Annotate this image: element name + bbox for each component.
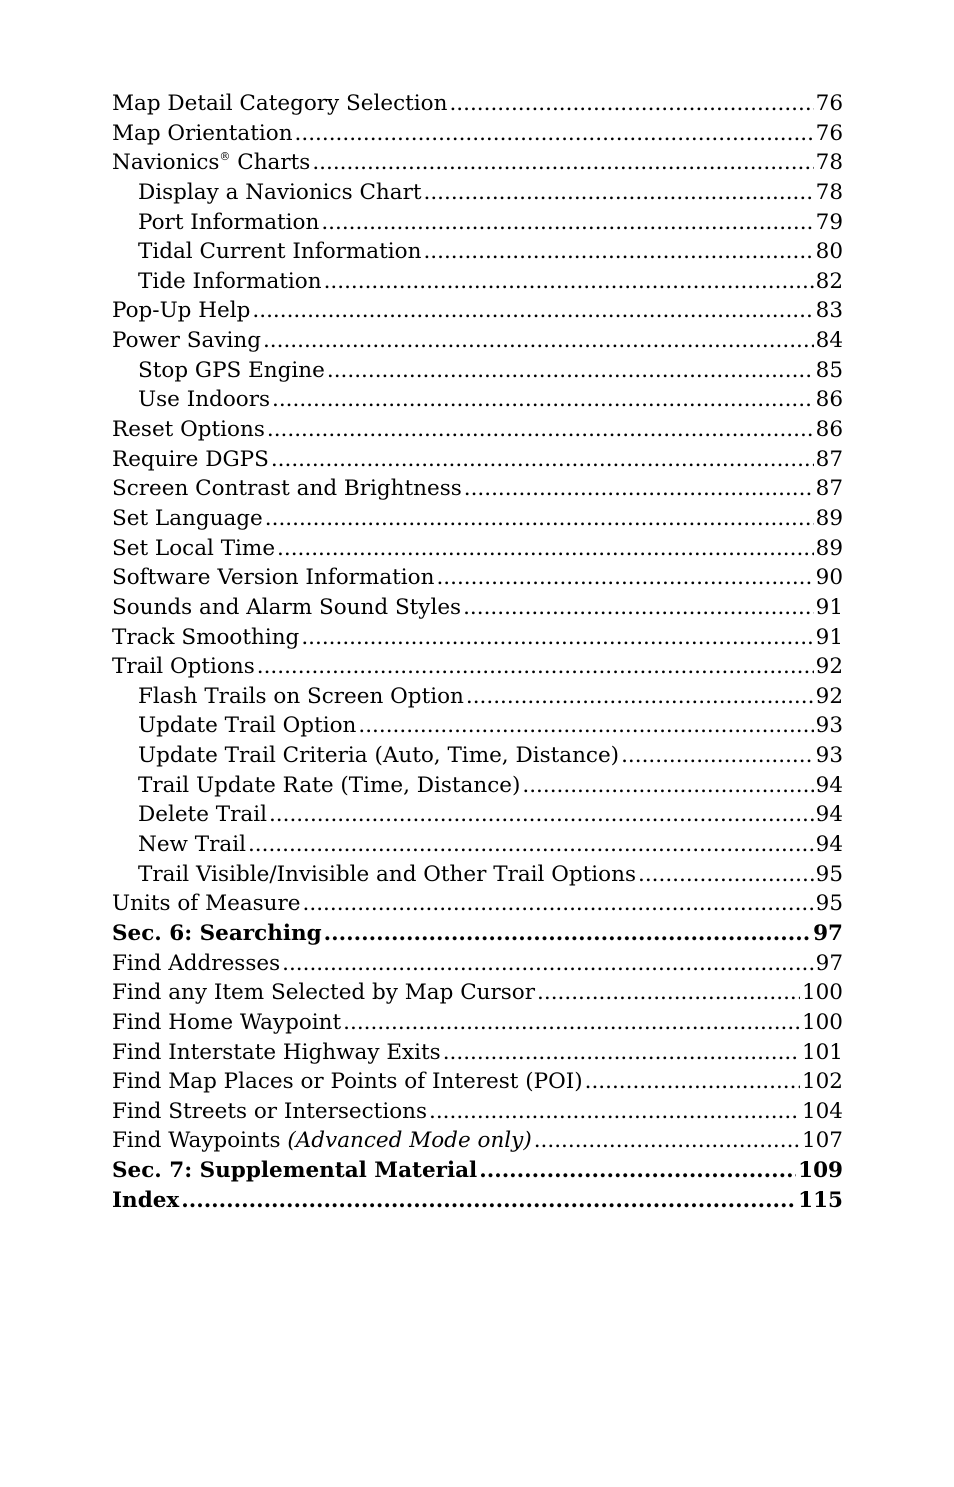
toc-entry[interactable] (112, 1097, 843, 1127)
toc-entry[interactable] (112, 949, 843, 979)
toc-entry-label: Port Information (138, 209, 320, 235)
toc-entry-page-number: 97 (815, 950, 843, 976)
toc-entry[interactable] (112, 356, 843, 386)
dot-leader (263, 326, 814, 356)
toc-entry[interactable] (112, 445, 843, 475)
toc-entry-label: Tide Information (138, 268, 322, 294)
toc-entry-page-number: 80 (815, 239, 843, 265)
toc-entry-page-number: 91 (815, 624, 843, 650)
dot-leader (343, 1008, 800, 1038)
toc-entry[interactable] (112, 1156, 843, 1186)
toc-entry-label: Find Streets or Intersections (112, 1098, 428, 1124)
toc-entry-page-number: 109 (798, 1158, 843, 1184)
toc-entry-label: Tidal Current Information (138, 239, 422, 265)
toc-entry-page-number: 115 (798, 1187, 843, 1213)
dot-leader (324, 919, 811, 949)
toc-entry-page-number: 94 (815, 832, 843, 858)
dot-leader (423, 237, 813, 267)
toc-entry[interactable] (112, 415, 843, 445)
dot-leader (312, 148, 813, 178)
toc-entry[interactable] (112, 711, 843, 741)
toc-entry-page-number: 104 (801, 1098, 843, 1124)
dot-leader (466, 682, 814, 712)
toc-entry-page-number: 94 (815, 772, 843, 798)
dot-leader (324, 267, 814, 297)
table-of-contents (112, 89, 843, 1215)
toc-entry-label: Update Trail Option (138, 713, 357, 739)
toc-entry-label: Use Indoors (138, 387, 271, 413)
toc-entry-page-number: 90 (815, 565, 843, 591)
toc-entry-page-number: 86 (815, 387, 843, 413)
toc-entry-page-number: 84 (815, 328, 843, 354)
toc-entry-label: Pop-Up Help (112, 298, 251, 324)
dot-leader (265, 504, 814, 534)
dot-leader (534, 1126, 800, 1156)
toc-entry-label: Find Interstate Highway Exits (112, 1039, 441, 1065)
toc-entry[interactable] (112, 771, 843, 801)
dot-leader (321, 208, 813, 238)
toc-entry-page-number: 91 (815, 594, 843, 620)
toc-entry-page-number: 93 (815, 713, 843, 739)
toc-entry[interactable] (112, 682, 843, 712)
toc-entry-label: Reset Options (112, 417, 265, 443)
toc-entry-page-number: 100 (801, 980, 843, 1006)
dot-leader (248, 830, 814, 860)
toc-entry[interactable] (112, 830, 843, 860)
dot-leader (585, 1067, 800, 1097)
toc-entry-page-number: 82 (815, 268, 843, 294)
dot-leader (522, 771, 813, 801)
toc-entry[interactable] (112, 208, 843, 238)
toc-entry[interactable] (112, 296, 843, 326)
toc-entry-page-number: 78 (815, 179, 843, 205)
dot-leader (463, 593, 814, 623)
dot-leader (436, 563, 813, 593)
toc-entry[interactable] (112, 652, 843, 682)
toc-entry-label: Delete Trail (138, 802, 267, 828)
toc-entry-label: Screen Contrast and Brightness (112, 476, 462, 502)
dot-leader (277, 534, 814, 564)
toc-entry-page-number: 97 (813, 920, 843, 946)
toc-entry-page-number: 89 (815, 535, 843, 561)
toc-entry-label: Find any Item Selected by Map Cursor (112, 980, 536, 1006)
toc-entry[interactable] (112, 119, 843, 149)
dot-leader (271, 445, 814, 475)
dot-leader (449, 89, 813, 119)
dot-leader (443, 1038, 800, 1068)
toc-entry-page-number: 79 (815, 209, 843, 235)
toc-entry[interactable] (112, 593, 843, 623)
toc-entry-page-number: 93 (815, 743, 843, 769)
toc-entry[interactable] (112, 800, 843, 830)
toc-entry-label: Software Version Information (112, 565, 435, 591)
dot-leader (272, 385, 814, 415)
toc-entry[interactable] (112, 1186, 843, 1216)
toc-entry[interactable] (112, 89, 843, 119)
toc-entry-page-number: 92 (815, 654, 843, 680)
toc-entry-page-number: 102 (801, 1069, 843, 1095)
toc-entry[interactable] (112, 474, 843, 504)
dot-leader (181, 1186, 796, 1216)
toc-entry-page-number: 87 (815, 446, 843, 472)
toc-entry[interactable] (112, 504, 843, 534)
toc-entry-page-number: 85 (815, 357, 843, 383)
toc-entry-page-number: 95 (815, 861, 843, 887)
dot-leader (267, 415, 814, 445)
toc-entry-label: Update Trail Criteria (Auto, Time, Distance) (138, 743, 620, 769)
dot-leader (301, 623, 813, 653)
toc-entry-label: New Trail (138, 832, 246, 858)
toc-entry-page-number: 76 (815, 91, 843, 116)
toc-entry[interactable] (112, 1008, 843, 1038)
dot-leader (537, 978, 800, 1008)
toc-entry[interactable] (112, 919, 843, 949)
dot-leader (269, 800, 814, 830)
dot-leader (464, 474, 814, 504)
toc-entry[interactable] (112, 178, 843, 208)
toc-entry-page-number: 101 (801, 1039, 843, 1065)
dot-leader (257, 652, 814, 682)
dot-leader (358, 711, 813, 741)
toc-entry-label: Set Language (112, 505, 263, 531)
toc-entry[interactable] (112, 237, 843, 267)
toc-entry-page-number: 95 (815, 891, 843, 917)
toc-entry-page-number: 107 (801, 1128, 843, 1154)
toc-entry-label: Track Smoothing (112, 624, 300, 650)
toc-entry-label: Find Home Waypoint (112, 1009, 342, 1035)
toc-entry-label: Sec. 7: Supplemental Material (112, 1158, 478, 1184)
toc-entry[interactable] (112, 385, 843, 415)
toc-entry[interactable] (112, 1126, 843, 1156)
toc-entry[interactable] (112, 889, 843, 919)
toc-entry-label: Trail Visible/Invisible and Other Trail Options (138, 861, 636, 887)
toc-entry-page-number: 83 (815, 298, 843, 324)
toc-entry[interactable] (112, 563, 843, 593)
toc-entry-label: Find Addresses (112, 950, 281, 976)
toc-entry[interactable] (112, 534, 843, 564)
toc-entry[interactable] (112, 148, 843, 178)
toc-entry-note: (Advanced Mode only) (287, 1128, 532, 1154)
toc-entry-page-number: 87 (815, 476, 843, 502)
toc-entry-page-number: 94 (815, 802, 843, 828)
toc-entry-label: Flash Trails on Screen Option (138, 683, 464, 709)
toc-entry-page-number: 76 (815, 120, 843, 146)
dot-leader (282, 949, 814, 979)
toc-entry-page-number: 100 (801, 1009, 843, 1035)
dot-leader (295, 119, 814, 149)
toc-entry-label: Navionics® Charts (112, 150, 311, 176)
dot-leader (429, 1097, 800, 1127)
toc-entry[interactable] (112, 860, 843, 890)
toc-entry[interactable] (112, 1038, 843, 1068)
dot-leader (303, 889, 814, 919)
toc-entry-page-number: 92 (815, 683, 843, 709)
dot-leader (479, 1156, 796, 1186)
dot-leader (327, 356, 814, 386)
toc-entry[interactable] (112, 326, 843, 356)
toc-entry-label: Map Orientation (112, 120, 293, 146)
toc-entry-label: Display a Navionics Chart (138, 179, 422, 205)
toc-entry-label: Stop GPS Engine (138, 357, 325, 383)
toc-entry-label: Trail Update Rate (Time, Distance) (138, 772, 521, 798)
dot-leader (638, 860, 814, 890)
toc-entry-page-number: 78 (815, 150, 843, 176)
toc-entry-label: Set Local Time (112, 535, 276, 561)
toc-entry-label: Map Detail Category Selection (112, 91, 448, 116)
toc-entry-label: Require DGPS (112, 446, 269, 472)
dot-leader (424, 178, 814, 208)
toc-entry[interactable] (112, 1067, 843, 1097)
toc-entry-label: Find Map Places or Points of Interest (POI) (112, 1069, 583, 1095)
toc-entry-page-number: 86 (815, 417, 843, 443)
toc-entry[interactable] (112, 623, 843, 653)
toc-entry-label: Units of Measure (112, 891, 301, 917)
dot-leader (252, 296, 813, 326)
toc-entry-label: Trail Options (112, 654, 255, 680)
toc-entry-label: Sec. 6: Searching (112, 920, 322, 946)
dot-leader (621, 741, 814, 771)
registered-mark: ® (219, 150, 231, 164)
toc-entry-page-number: 89 (815, 505, 843, 531)
toc-entry[interactable] (112, 978, 843, 1008)
toc-entry-label: Find Waypoints (Advanced Mode only) (112, 1128, 532, 1154)
toc-entry-label: Power Saving (112, 328, 261, 354)
toc-entry[interactable] (112, 267, 843, 297)
toc-entry[interactable] (112, 741, 843, 771)
toc-entry-label: Index (112, 1187, 180, 1213)
toc-entry-label: Sounds and Alarm Sound Styles (112, 594, 462, 620)
